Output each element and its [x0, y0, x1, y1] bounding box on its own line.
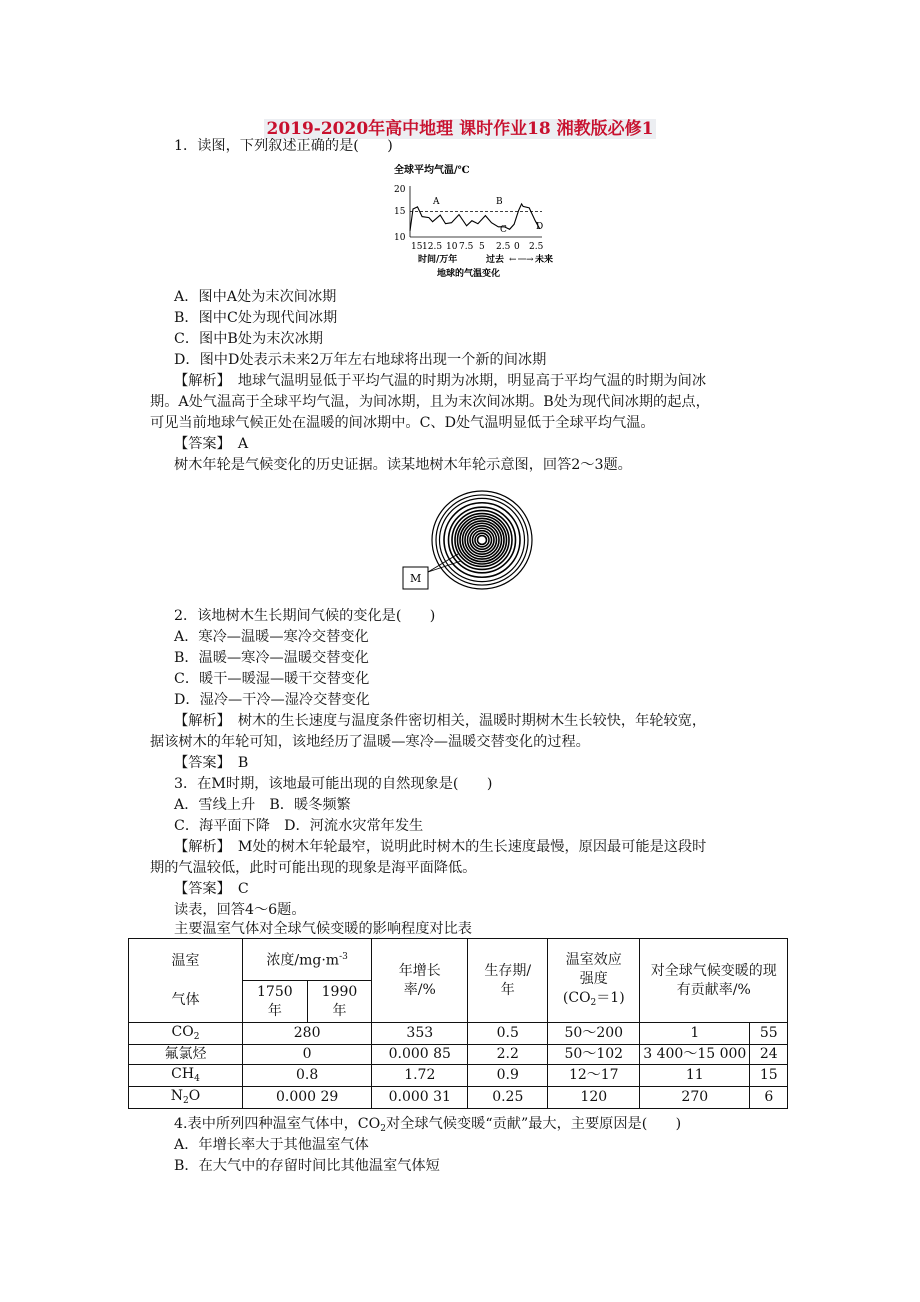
analysis-text: 树木的生长速度与温度条件密切相关，温暖时期树木生长较快，年轮较宽， — [223, 713, 707, 729]
answer-value: A — [237, 436, 249, 452]
tree-ring-figure — [398, 488, 558, 598]
header-1990: 1990年 — [307, 981, 372, 1023]
header-contribution: 对全球气候变暖的现有贡献率/% — [640, 939, 788, 1023]
tree-ring — [432, 491, 532, 589]
cell-growth: 2.2 — [468, 1045, 548, 1065]
q2-option-d: D．湿冷—干冷—湿冷交替变化 — [174, 692, 370, 708]
y-tick-15: 15 — [394, 207, 406, 217]
tree-ring — [470, 528, 494, 552]
cell-1990: 353 — [372, 1023, 468, 1045]
tree-ring — [463, 521, 502, 559]
answer-value: B — [237, 755, 249, 771]
page-title: 2019-2020年高中地理 课时作业18 湘教版必修1 — [266, 119, 654, 139]
header-lifetime: 生存期/年 — [468, 939, 548, 1023]
past-arrow-icon: ← — [509, 255, 517, 265]
q1-answer — [174, 434, 248, 454]
tree-ring — [478, 536, 487, 545]
cell-contribution: 15 — [750, 1065, 788, 1087]
point-label-b: B — [496, 197, 503, 207]
cell-lifetime: 120 — [548, 1087, 640, 1109]
header-1750: 1750年 — [243, 981, 308, 1023]
ring-label-m: M — [410, 572, 422, 585]
cell-gas: $CH_4$ — [129, 1065, 243, 1087]
cell-growth: 0.25 — [468, 1087, 548, 1109]
cell-ghe: 11 — [640, 1065, 750, 1087]
chart-title: 全球平均气温/℃ — [394, 165, 470, 176]
header-concentration: 浓度$/mg\cdot m^{-3}$ — [243, 939, 372, 981]
cell-ghe: 1 — [640, 1023, 750, 1045]
x-tick-label: 7.5 — [459, 242, 474, 252]
cell-1750: 0.000 29 — [243, 1087, 372, 1109]
header-gas: 温室 气体 — [129, 939, 243, 1023]
q3-answer — [174, 879, 249, 899]
table-caption: 主要温室气体对全球气候变暖的影响程度对比表 — [174, 921, 472, 937]
q2-option-b: B．温暖—寒冷—温暖交替变化 — [174, 650, 369, 666]
q1-option-a: A．图中A处为末次间冰期 — [174, 289, 337, 305]
q1-stem: 1．读图，下列叙述正确的是( ) — [174, 138, 393, 154]
x-tick-label: 5 — [479, 242, 485, 252]
cell-1990: 1.72 — [372, 1065, 468, 1087]
x-tick-label: 2.5 — [496, 242, 511, 252]
cell-ghe: 270 — [640, 1087, 750, 1109]
cell-gas: $N_2O$ — [129, 1087, 243, 1109]
q3-stem: 3．在M时期，该地最可能出现的自然现象是( ) — [174, 776, 493, 792]
y-tick-20: 20 — [394, 185, 406, 195]
analysis-text: 地球气温明显低于平均气温的时期为冰期，明显高于平均气温的时期为间冰 — [223, 373, 707, 389]
q1-option-b: B．图中C处为现代间冰期 — [174, 310, 338, 326]
analysis-label: 【解析】 — [174, 839, 224, 855]
past-label: 过去 — [486, 255, 505, 265]
cell-contribution: 24 — [750, 1045, 788, 1065]
cell-1990: 0.000 31 — [372, 1087, 468, 1109]
tree-ring — [452, 511, 512, 570]
x-tick-label: 2.5 — [529, 242, 544, 252]
cell-contribution: 55 — [750, 1023, 788, 1045]
cell-growth: 0.5 — [468, 1023, 548, 1045]
q2-stem: 2．该地树木生长期间气候的变化是( ) — [174, 608, 436, 624]
x-axis-label: 时间/万年 — [418, 255, 458, 265]
cell-contribution: 6 — [750, 1087, 788, 1109]
future-label: 未来 — [535, 255, 554, 265]
q2-analysis-line: 据该树木的年轮可知，该地经历了温暖—寒冷—温暖交替变化的过程。 — [150, 734, 590, 750]
header-growth: 年增长率/% — [372, 939, 468, 1023]
analysis-label: 【解析】 — [174, 713, 224, 729]
analysis-label: 【解析】 — [174, 373, 224, 389]
intro-4-6: 读表，回答4～6题。 — [174, 902, 306, 918]
point-label-c: C — [500, 225, 507, 235]
table-row — [129, 1065, 788, 1087]
q4-option-b: B．在大气中的存留时间比其他温室气体短 — [174, 1158, 440, 1174]
q2-answer — [174, 753, 248, 773]
point-label-d: D — [536, 222, 544, 232]
analysis-text: M处的树木年轮最窄，说明此时树木的生长速度最慢，原因最可能是这段时 — [223, 839, 707, 855]
temperature-series-line — [410, 204, 540, 231]
q2-option-a: A．寒冷—温暖—寒冷交替变化 — [174, 629, 369, 645]
q4-option-a: A．年增长率大于其他温室气体 — [174, 1137, 369, 1153]
cell-ghe: 3 400～15 000 — [640, 1045, 750, 1065]
cell-gas: $CO_2$ — [129, 1023, 243, 1045]
cell-1750: 280 — [243, 1023, 372, 1045]
q4-stem: 4.表中所列四种温室气体中，$CO_2$对全球气候变暖“贡献”最大，主要原因是( ) — [174, 1116, 682, 1134]
y-tick-10: 10 — [394, 233, 406, 243]
greenhouse-gas-table — [128, 938, 788, 1109]
q2-analysis — [174, 711, 706, 731]
q3-analysis — [174, 837, 706, 857]
x-tick-label: 12.5 — [422, 242, 443, 252]
q1-analysis-line: 可见当前地球气候正处在温暖的间冰期中。C、D处气温明显低于全球平均气温。 — [150, 415, 655, 431]
x-tick-label: 15 — [411, 242, 423, 252]
table-row — [129, 1087, 788, 1109]
tree-ring — [436, 495, 528, 585]
cell-gas: 氟氯烃 — [129, 1045, 243, 1065]
answer-label: 【答案】 — [174, 755, 224, 771]
answer-label: 【答案】 — [174, 881, 224, 897]
table-row — [129, 1045, 788, 1065]
x-tick-label: 0 — [514, 242, 520, 252]
header-ghe: 温室效应 强度 $(CO_2=1)$ — [548, 939, 640, 1023]
chart-caption: 地球的气温变化 — [437, 269, 501, 279]
tree-ring — [460, 518, 504, 561]
answer-label: 【答案】 — [174, 436, 224, 452]
cell-1990: 0.000 85 — [372, 1045, 468, 1065]
q1-analysis-line: 期。A处气温高于全球平均气温，为间冰期，且为末次间冰期。B处为现代间冰期的起点， — [150, 394, 710, 410]
q1-option-d: D．图中D处表示未来2万年左右地球将出现一个新的间冰期 — [174, 352, 547, 368]
q2-option-c: C．暖干—暖湿—暖干交替变化 — [174, 671, 370, 687]
table-row — [129, 1023, 788, 1045]
cell-growth: 0.9 — [468, 1065, 548, 1087]
tree-ring — [449, 507, 516, 573]
q1-option-c: C．图中B处为末次冰期 — [174, 331, 323, 347]
q3-options-row1: A．雪线上升 B．暖冬频繁 — [174, 797, 351, 813]
x-tick-label: 10 — [446, 242, 458, 252]
q1-analysis — [174, 371, 706, 391]
cell-lifetime: 12～17 — [548, 1065, 640, 1087]
cell-lifetime: 50～102 — [548, 1045, 640, 1065]
temperature-chart — [392, 160, 572, 282]
intro-2-3: 树木年轮是气候变化的历史证据。读某地树木年轮示意图，回答2～3题。 — [174, 457, 632, 473]
q3-analysis-line: 期的气温较低，此时可能出现的现象是海平面降低。 — [150, 860, 477, 876]
answer-value: C — [237, 881, 249, 897]
future-arrow-icon: → — [526, 255, 534, 265]
cell-lifetime: 50～200 — [548, 1023, 640, 1045]
cell-1750: 0.8 — [243, 1065, 372, 1087]
cell-1750: 0 — [243, 1045, 372, 1065]
q3-options-row2: C．海平面下降 D．河流水灾常年发生 — [174, 818, 424, 834]
point-label-a: A — [433, 197, 440, 207]
